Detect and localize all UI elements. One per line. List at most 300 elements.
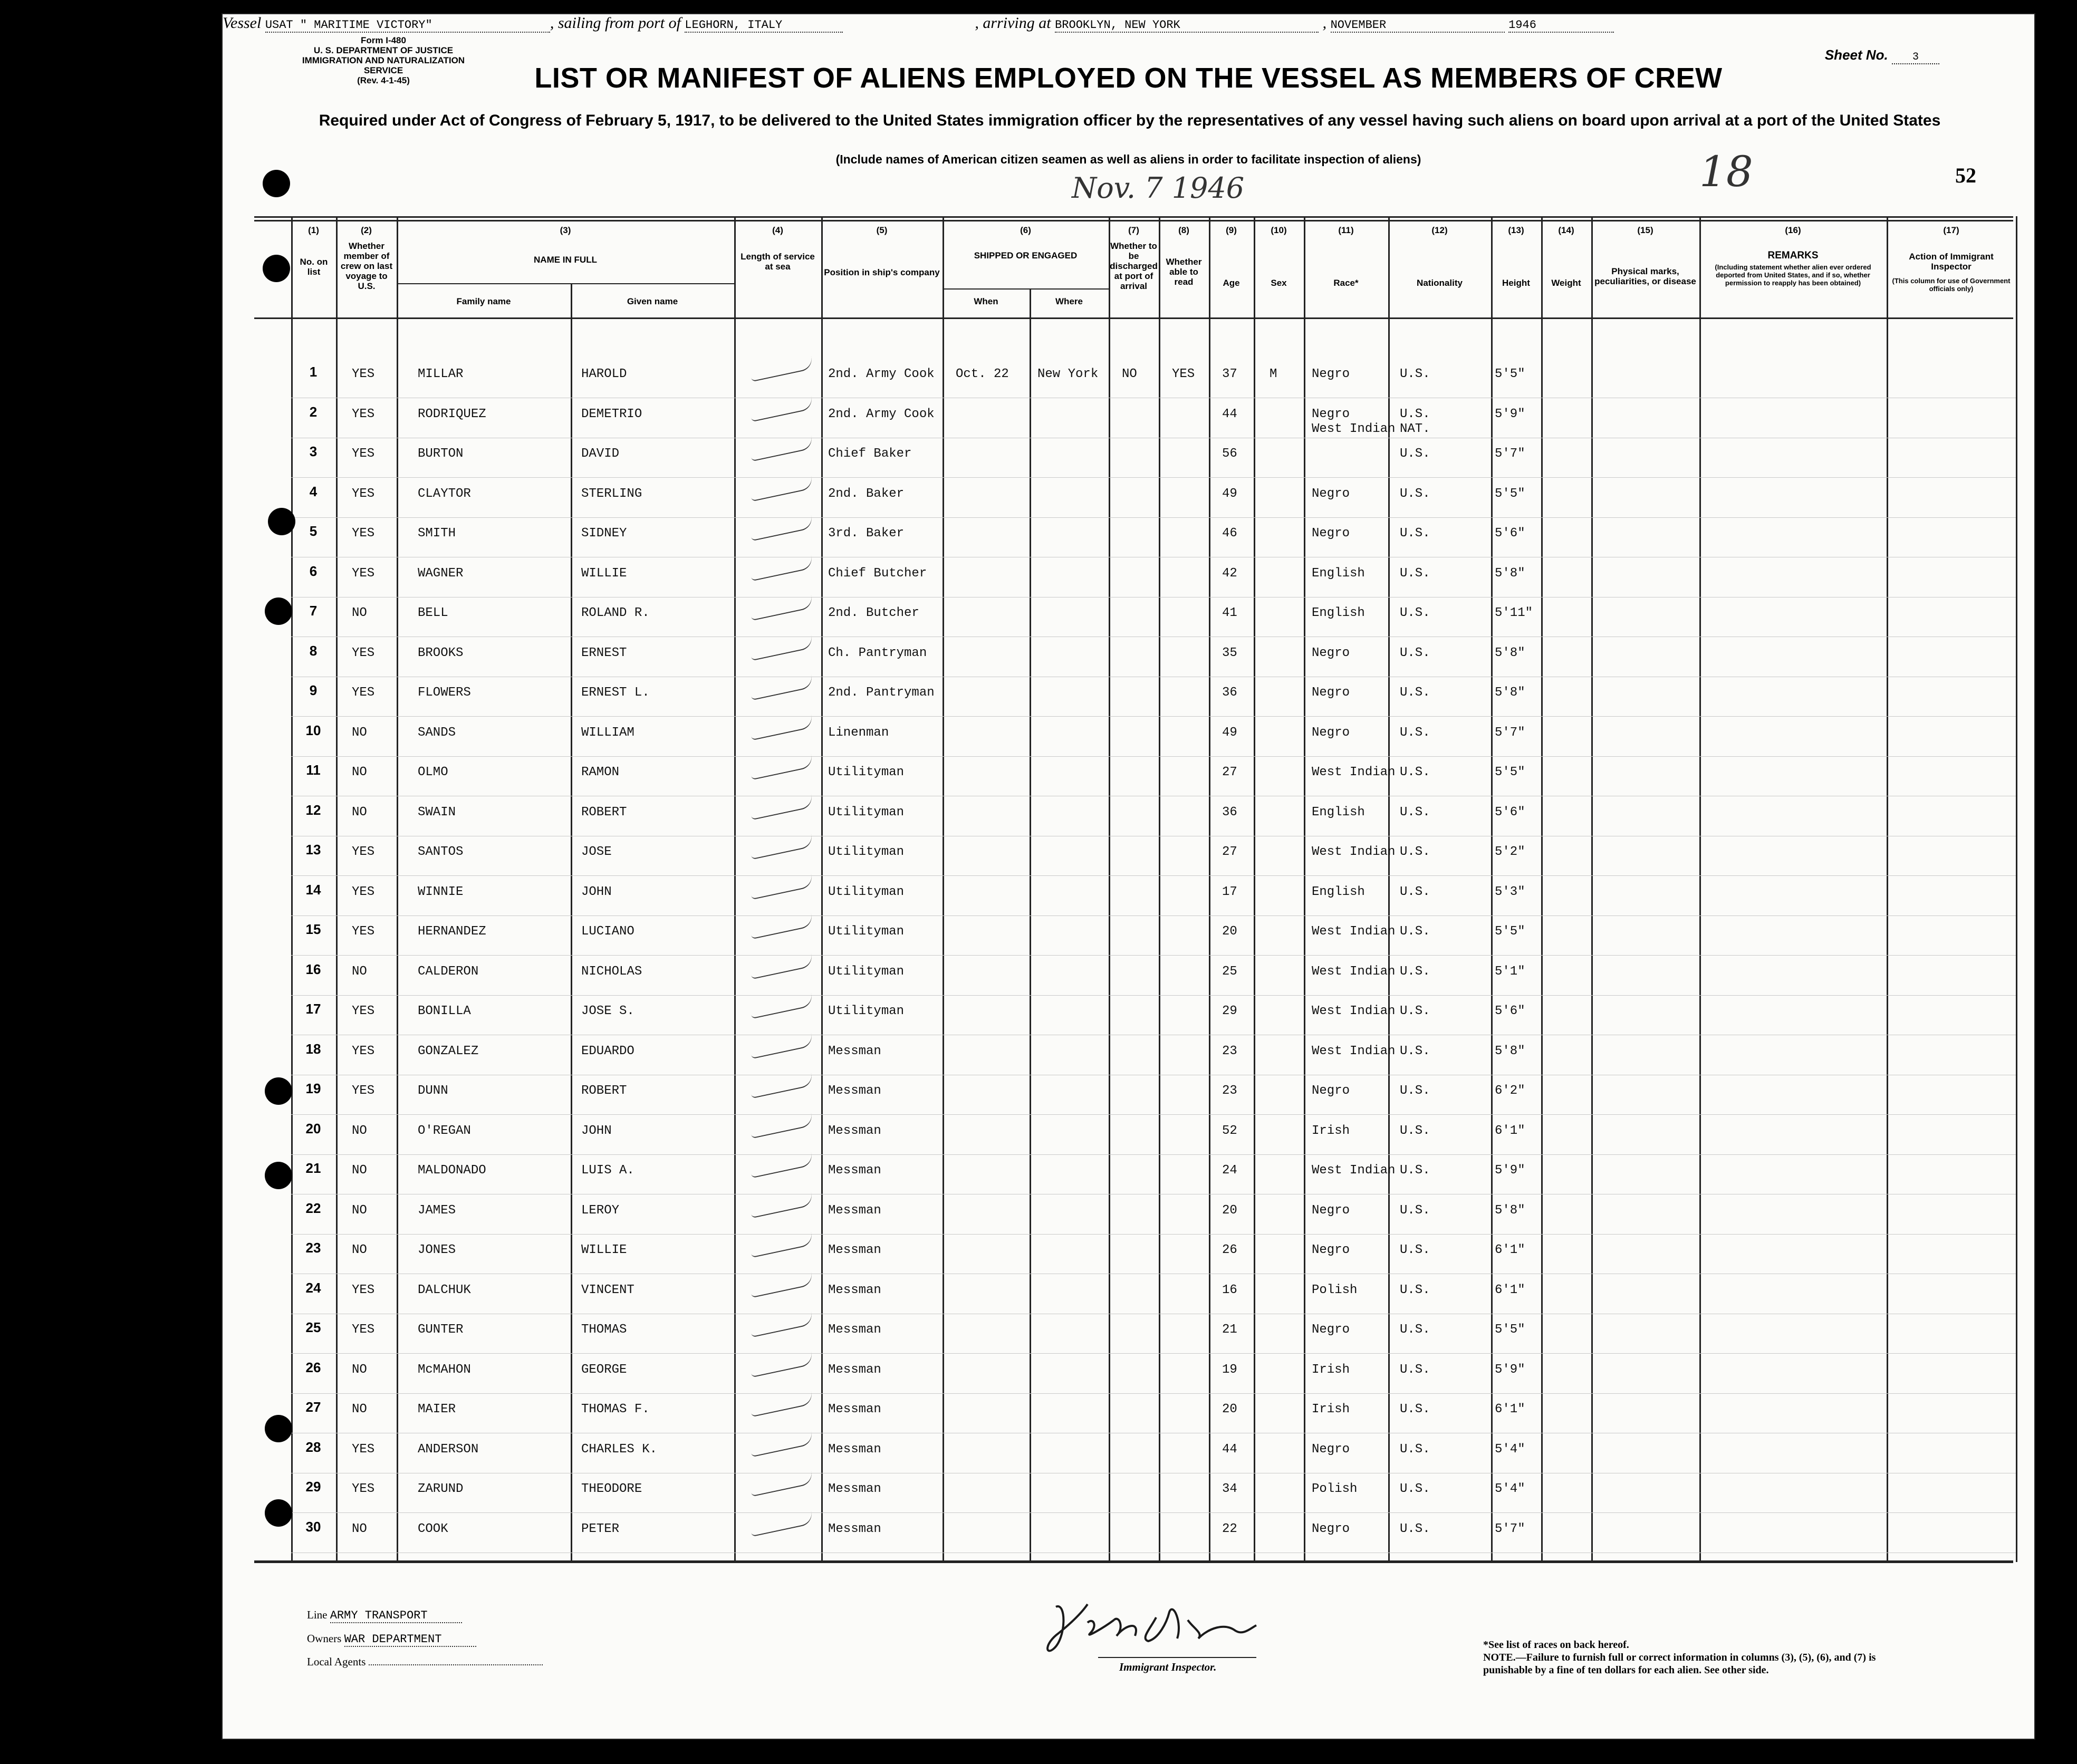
cell-race: English — [1312, 884, 1365, 899]
cell-height: 5'5" — [1495, 486, 1525, 501]
cell-height: 5'9" — [1495, 1362, 1525, 1377]
cell-height: 5'9" — [1495, 1163, 1525, 1178]
cell-height: 5'7" — [1495, 1521, 1525, 1536]
cell-age: 44 — [1222, 1442, 1237, 1457]
cell-family: WINNIE — [418, 884, 464, 899]
cell-family: SANDS — [418, 725, 456, 740]
cell-family: RODRIQUEZ — [418, 407, 486, 421]
cell-discharged: NO — [1122, 367, 1137, 381]
where-header: Where — [1055, 296, 1083, 306]
cell-nat: U.S. — [1400, 526, 1430, 541]
cell-family: ANDERSON — [418, 1442, 479, 1457]
cell-nat: U.S. — [1400, 725, 1430, 740]
cell-prev: YES — [352, 447, 375, 461]
cell-race: Negro — [1312, 1243, 1350, 1257]
cell-prev: YES — [352, 884, 375, 899]
row-number: 20 — [305, 1120, 321, 1136]
row-number: 4 — [309, 483, 318, 499]
cell-race: Irish — [1312, 1123, 1350, 1138]
cell-given: DEMETRIO — [581, 407, 642, 421]
cell-nat: U.S. — [1400, 765, 1430, 779]
cell-nat: U.S. — [1400, 805, 1430, 820]
row-rule — [291, 756, 2016, 757]
cell-age: 44 — [1222, 407, 1237, 421]
cell-given: JOSE — [581, 845, 612, 859]
vessel-label: Vessel — [223, 14, 262, 32]
department: U. S. DEPARTMENT OF JUSTICE — [313, 45, 454, 55]
cell-given: HAROLD — [581, 367, 627, 381]
races-note: *See list of races on back hereof. — [1483, 1639, 1629, 1651]
cell-race: West Indian — [1312, 1044, 1396, 1058]
cell-nat: U.S. — [1400, 884, 1430, 899]
service-check-mark — [749, 1033, 814, 1058]
cell-position: Utilityman — [828, 765, 905, 779]
cell-height: 5'4" — [1495, 1442, 1525, 1457]
cell-family: MAIER — [418, 1402, 456, 1416]
arriving-label: , arriving at — [975, 14, 1051, 32]
cell-nat: U.S. — [1400, 1084, 1430, 1098]
cell-sex: M — [1270, 367, 1277, 381]
cell-position: Messman — [828, 1283, 881, 1297]
service-check-mark — [749, 635, 814, 660]
col2-label: Whether member of crew on last voyage to U.S. — [340, 241, 393, 291]
col14-label: Weight — [1551, 278, 1581, 288]
col5-label: Position in ship's company — [824, 267, 940, 277]
col12-number: (12) — [1431, 225, 1448, 235]
cell-nat: U.S. — [1400, 845, 1430, 859]
col13-label: Height — [1502, 278, 1530, 288]
cell-age: 25 — [1222, 964, 1237, 979]
binder-hole — [265, 1077, 292, 1105]
cell-family: BURTON — [418, 447, 464, 461]
cell-family: SANTOS — [418, 845, 464, 859]
cell-family: JONES — [418, 1243, 456, 1257]
cell-given: WILLIE — [581, 566, 627, 581]
cell-nat: U.S. — [1400, 407, 1430, 421]
cell-age: 24 — [1222, 1163, 1237, 1178]
cell-nat: U.S. — [1400, 1323, 1430, 1337]
cell-prev: NO — [352, 1521, 367, 1536]
col6-label: SHIPPED OR ENGAGED — [974, 250, 1078, 261]
row-rule — [291, 955, 2016, 956]
cell-age: 49 — [1222, 486, 1237, 501]
manifest-sheet — [222, 13, 2035, 1740]
cell-family: SMITH — [418, 526, 456, 541]
row-number: 12 — [305, 802, 321, 818]
line-field — [307, 1608, 462, 1623]
cell-race: West Indian — [1312, 964, 1396, 979]
col15-label: Physical marks, peculiarities, or disease — [1594, 266, 1696, 286]
when-header: When — [974, 296, 998, 306]
cell-age: 21 — [1222, 1323, 1237, 1337]
col2-number: (2) — [361, 225, 372, 235]
line-label: Line — [307, 1608, 328, 1621]
cell-age: 41 — [1222, 606, 1237, 620]
service-check-mark — [749, 675, 814, 700]
cell-position: Messman — [828, 1163, 881, 1178]
cell-nat: U.S. — [1400, 606, 1430, 620]
service-check-mark — [749, 1312, 814, 1337]
service-check-mark — [749, 396, 814, 421]
row-number: 21 — [305, 1160, 321, 1176]
cell-height: 5'8" — [1495, 1203, 1525, 1218]
row-rule — [291, 1512, 2016, 1513]
revision: (Rev. 4-1-45) — [357, 75, 410, 85]
col10-number: (10) — [1271, 225, 1287, 235]
cell-given: LEROY — [581, 1203, 620, 1218]
line-value: ARMY TRANSPORT — [330, 1609, 462, 1623]
cell-position: Messman — [828, 1442, 881, 1457]
row-number: 5 — [309, 523, 318, 539]
cell-prev: YES — [352, 566, 375, 581]
cell-given: VINCENT — [581, 1283, 634, 1297]
service: IMMIGRATION AND NATURALIZATION SERVICE — [302, 55, 465, 75]
cell-nat: U.S. — [1400, 1402, 1430, 1416]
cell-given: THOMAS F. — [581, 1402, 650, 1416]
cell-position: Utilityman — [828, 805, 905, 820]
cell-height: 5'5" — [1495, 367, 1525, 381]
cell-position: 2nd. Pantryman — [828, 686, 935, 700]
service-check-mark — [749, 595, 814, 621]
cell-family: MILLAR — [418, 367, 464, 381]
cell-when: Oct. 22 — [956, 367, 1009, 381]
cell-height: 5'5" — [1495, 1323, 1525, 1337]
cell-age: 20 — [1222, 924, 1237, 939]
cell-prev: YES — [352, 924, 375, 939]
cell-given: JOHN — [581, 884, 612, 899]
cell-age: 46 — [1222, 526, 1237, 541]
cell-family: WAGNER — [418, 566, 464, 581]
cell-position: Messman — [828, 1243, 881, 1257]
cell-prev: YES — [352, 486, 375, 501]
cell-race: Irish — [1312, 1402, 1350, 1416]
service-check-mark — [749, 436, 814, 461]
cell-prev: YES — [352, 367, 375, 381]
col16-sublabel: (Including statement whether alien ever ordered deported from United States, and if so, whether permission to reapply has been obtained) — [1715, 263, 1871, 287]
cell-age: 49 — [1222, 725, 1237, 740]
cell-age: 26 — [1222, 1243, 1237, 1257]
col17-label: Action of Immigrant Inspector — [1909, 252, 1994, 272]
inspector-label: Immigrant Inspector. — [1119, 1661, 1217, 1673]
row-number: 10 — [305, 722, 321, 738]
binder-hole — [265, 597, 292, 625]
cell-prev: YES — [352, 686, 375, 700]
cell-nat: U.S. — [1400, 447, 1430, 461]
cell-age: 22 — [1222, 1521, 1237, 1536]
requirement-text: Required under Act of Congress of February 5, 1917, to be delivered to the United States immigration officer by the representatives of any vessel having such aliens on board upon arrival at a port of the United States — [319, 112, 1941, 129]
row-rule — [291, 995, 2016, 996]
cell-prev: YES — [352, 845, 375, 859]
col11-label: Race* — [1333, 278, 1359, 288]
cell-given: WILLIE — [581, 1243, 627, 1257]
col17-number: (17) — [1943, 225, 1959, 235]
cell-prev: NO — [352, 1203, 367, 1218]
cell-family: GUNTER — [418, 1323, 464, 1337]
service-check-mark — [749, 834, 814, 860]
binder-hole — [268, 508, 295, 535]
cell-race: Negro — [1312, 725, 1350, 740]
row-number: 1 — [309, 364, 318, 380]
cell-age: 20 — [1222, 1203, 1237, 1218]
row-number: 8 — [309, 642, 318, 659]
owners-value: WAR DEPARTMENT — [344, 1633, 476, 1647]
cell-height: 5'2" — [1495, 845, 1525, 859]
binder-hole — [265, 1415, 292, 1442]
cell-position: Utilityman — [828, 924, 905, 939]
row-number: 24 — [305, 1279, 321, 1296]
cell-height: 5'9" — [1495, 407, 1525, 421]
cell-given: ROLAND R. — [581, 606, 650, 620]
cell-height: 5'8" — [1495, 645, 1525, 660]
cell-age: 42 — [1222, 566, 1237, 581]
service-check-mark — [749, 1153, 814, 1178]
row-number: 14 — [305, 881, 321, 898]
cell-race: Negro — [1312, 1084, 1350, 1098]
cell-prev: NO — [352, 725, 367, 740]
cell-height: 6'1" — [1495, 1123, 1525, 1138]
row-number: 7 — [309, 603, 318, 619]
row-rule — [291, 1234, 2016, 1235]
handwritten-arrival-day: 18 — [1699, 147, 1753, 196]
cell-position: Utilityman — [828, 1004, 905, 1018]
owners-field — [307, 1632, 476, 1647]
cell-height: 5'6" — [1495, 1004, 1525, 1018]
cell-position: Messman — [828, 1323, 881, 1337]
service-check-mark — [749, 1392, 814, 1417]
col16-label: REMARKS — [1767, 250, 1819, 261]
cell-nat: U.S. — [1400, 1004, 1430, 1018]
agents-field — [307, 1655, 543, 1669]
cell-family: HERNANDEZ — [418, 924, 486, 939]
cell-race: Negro — [1312, 526, 1350, 541]
col14-number: (14) — [1558, 225, 1574, 235]
vessel-line: Vessel USAT " MARITIME VICTORY" , sailing from port of LEGHORN, ITALY , arriving at BROOKLYN, NEW YORK , NOVEMBER 1946 — [223, 14, 2034, 33]
cell-family: JAMES — [418, 1203, 456, 1218]
binder-hole — [263, 170, 290, 197]
cell-family: BELL — [418, 606, 448, 620]
row-number: 3 — [309, 444, 318, 459]
row-rule — [291, 1154, 2016, 1155]
cell-family: O'REGAN — [418, 1123, 471, 1138]
cell-read: YES — [1172, 367, 1195, 381]
cell-prev: NO — [352, 1362, 367, 1377]
cell-race: Negro — [1312, 686, 1350, 700]
cell-family: OLMO — [418, 765, 448, 779]
cell-age: 20 — [1222, 1402, 1237, 1416]
cell-given: SIDNEY — [581, 526, 627, 541]
cell-given: LUCIANO — [581, 924, 634, 939]
row-rule — [291, 517, 2016, 518]
cell-age: 19 — [1222, 1362, 1237, 1377]
cell-position: Messman — [828, 1044, 881, 1058]
cell-race: West Indian — [1312, 1004, 1396, 1018]
cell-height: 5'8" — [1495, 1044, 1525, 1058]
sheet-number-label: Sheet No. — [1824, 47, 1888, 63]
cell-race: West Indian — [1312, 845, 1396, 859]
cell-age: 17 — [1222, 884, 1237, 899]
cell-prev: NO — [352, 765, 367, 779]
cell-family: SWAIN — [418, 805, 456, 820]
cell-prev: NO — [352, 1123, 367, 1138]
cell-family: DUNN — [418, 1084, 448, 1098]
cell-age: 36 — [1222, 805, 1237, 820]
cell-position: Messman — [828, 1482, 881, 1496]
cell-nat: U.S. — [1400, 924, 1430, 939]
arrival-year: 1946 — [1508, 18, 1614, 33]
cell-age: 36 — [1222, 686, 1237, 700]
cell-height: 5'4" — [1495, 1482, 1525, 1496]
cell-family: COOK — [418, 1521, 448, 1536]
cell-height: 5'11" — [1495, 606, 1533, 620]
cell-family: BONILLA — [418, 1004, 471, 1018]
cell-position: Chief Baker — [828, 447, 912, 461]
row-rule — [291, 1114, 2016, 1115]
cell-age: 52 — [1222, 1123, 1237, 1138]
cell-height: 5'5" — [1495, 765, 1525, 779]
cell-given: DAVID — [581, 447, 620, 461]
cell-position: 2nd. Butcher — [828, 606, 919, 620]
cell-age: 27 — [1222, 845, 1237, 859]
cell-given: ERNEST — [581, 645, 627, 660]
cell-race: Negro — [1312, 1323, 1350, 1337]
page-title: LIST OR MANIFEST OF ALIENS EMPLOYED ON THE VESSEL AS MEMBERS OF CREW — [534, 62, 1723, 94]
cell-age: 37 — [1222, 367, 1237, 381]
col15-number: (15) — [1637, 225, 1653, 235]
cell-given: LUIS A. — [581, 1163, 634, 1178]
col8-label: Whether able to read — [1166, 257, 1202, 287]
cell-age: 16 — [1222, 1283, 1237, 1297]
cell-position: 2nd. Army Cook — [828, 407, 935, 421]
cell-height: 6'2" — [1495, 1084, 1525, 1098]
cell-where: New York — [1037, 367, 1099, 381]
col1-number: (1) — [308, 225, 319, 235]
cell-nat: U.S. — [1400, 1362, 1430, 1377]
cell-position: Chief Butcher — [828, 566, 927, 581]
cell-height: 5'5" — [1495, 924, 1525, 939]
cell-height: 6'1" — [1495, 1243, 1525, 1257]
cell-position: Utilityman — [828, 964, 905, 979]
cell-family: GONZALEZ — [418, 1044, 479, 1058]
arrival-month: NOVEMBER — [1331, 18, 1505, 33]
sailing-label: , sailing from port of — [550, 14, 681, 32]
cell-given: ERNEST L. — [581, 686, 650, 700]
cell-family: CALDERON — [418, 964, 479, 979]
cell-race: West Indian — [1312, 765, 1396, 779]
row-number: 9 — [309, 682, 318, 698]
cell-prev: YES — [352, 1044, 375, 1058]
cell-nat: U.S. — [1400, 486, 1430, 501]
cell-age: 23 — [1222, 1084, 1237, 1098]
cell-position: Utilityman — [828, 884, 905, 899]
binder-hole — [265, 1162, 292, 1189]
handwritten-departure-date: Nov. 7 1946 — [1072, 171, 1245, 205]
row-number: 27 — [305, 1399, 321, 1415]
row-number: 13 — [305, 842, 321, 857]
cell-height: 5'8" — [1495, 566, 1525, 581]
cell-nat: U.S. — [1400, 964, 1430, 979]
service-check-mark — [749, 755, 814, 780]
row-number: 16 — [305, 961, 321, 977]
service-check-mark — [749, 1073, 814, 1098]
cell-race: West Indian — [1312, 924, 1396, 939]
cell-given: EDUARDO — [581, 1044, 634, 1058]
cell-given: WILLIAM — [581, 725, 634, 740]
col1-label: No. on list — [300, 257, 328, 277]
cell-age: 56 — [1222, 447, 1237, 461]
cell-prev: YES — [352, 1283, 375, 1297]
cell-prev: YES — [352, 1482, 375, 1496]
cell-given: JOHN — [581, 1123, 612, 1138]
cell-race: Negro — [1312, 407, 1350, 421]
vessel-name: USAT " MARITIME VICTORY" — [265, 18, 550, 33]
cell-position: 2nd. Army Cook — [828, 367, 935, 381]
service-check-mark — [749, 1431, 814, 1457]
cell-position: Ch. Pantryman — [828, 645, 927, 660]
cell-race2: West Indian — [1312, 421, 1396, 436]
service-check-mark — [749, 555, 814, 581]
row-number: 2 — [309, 403, 318, 420]
cell-race: Polish — [1312, 1482, 1358, 1496]
service-check-mark — [749, 1113, 814, 1138]
cell-family: ZARUND — [418, 1482, 464, 1496]
port-of-departure: LEGHORN, ITALY — [685, 18, 843, 33]
cell-prev: YES — [352, 1442, 375, 1457]
cell-age: 34 — [1222, 1482, 1237, 1496]
row-number: 17 — [305, 1001, 321, 1017]
cell-height: 6'1" — [1495, 1283, 1525, 1297]
cell-nat: U.S. — [1400, 645, 1430, 660]
cell-position: Linenman — [828, 725, 889, 740]
cell-given: ROBERT — [581, 1084, 627, 1098]
row-rule — [291, 716, 2016, 717]
cell-nat: U.S. — [1400, 1163, 1430, 1178]
col4-label: Length of service at sea — [741, 252, 815, 272]
cell-race: Negro — [1312, 645, 1350, 660]
row-number: 29 — [305, 1479, 321, 1495]
cell-given: NICHOLAS — [581, 964, 642, 979]
cell-height: 5'3" — [1495, 884, 1525, 899]
col5-number: (5) — [876, 225, 888, 235]
row-number: 15 — [305, 921, 321, 937]
cell-position: Messman — [828, 1362, 881, 1377]
cell-given: PETER — [581, 1521, 620, 1536]
cell-race: Negro — [1312, 1521, 1350, 1536]
cell-race: West Indian — [1312, 1163, 1396, 1178]
cell-height: 5'7" — [1495, 447, 1525, 461]
cell-prev: NO — [352, 964, 367, 979]
arrival-port: BROOKLYN, NEW YORK — [1055, 18, 1319, 33]
cell-family: FLOWERS — [418, 686, 471, 700]
row-number: 26 — [305, 1359, 321, 1375]
cell-age: 35 — [1222, 645, 1237, 660]
row-rule — [291, 477, 2016, 478]
row-number: 18 — [305, 1040, 321, 1057]
cell-given: JOSE S. — [581, 1004, 634, 1018]
cell-nat: U.S. — [1400, 1243, 1430, 1257]
col8-number: (8) — [1178, 225, 1189, 235]
service-check-mark — [749, 1192, 814, 1218]
cell-height: 5'1" — [1495, 964, 1525, 979]
cell-race: Negro — [1312, 1442, 1350, 1457]
row-rule — [291, 1353, 2016, 1354]
cell-given: RAMON — [581, 765, 620, 779]
row-number: 25 — [305, 1319, 321, 1335]
cell-given: STERLING — [581, 486, 642, 501]
service-check-mark — [749, 874, 814, 899]
service-check-mark — [749, 794, 814, 820]
cell-given: GEORGE — [581, 1362, 627, 1377]
cell-height: 5'6" — [1495, 805, 1525, 820]
